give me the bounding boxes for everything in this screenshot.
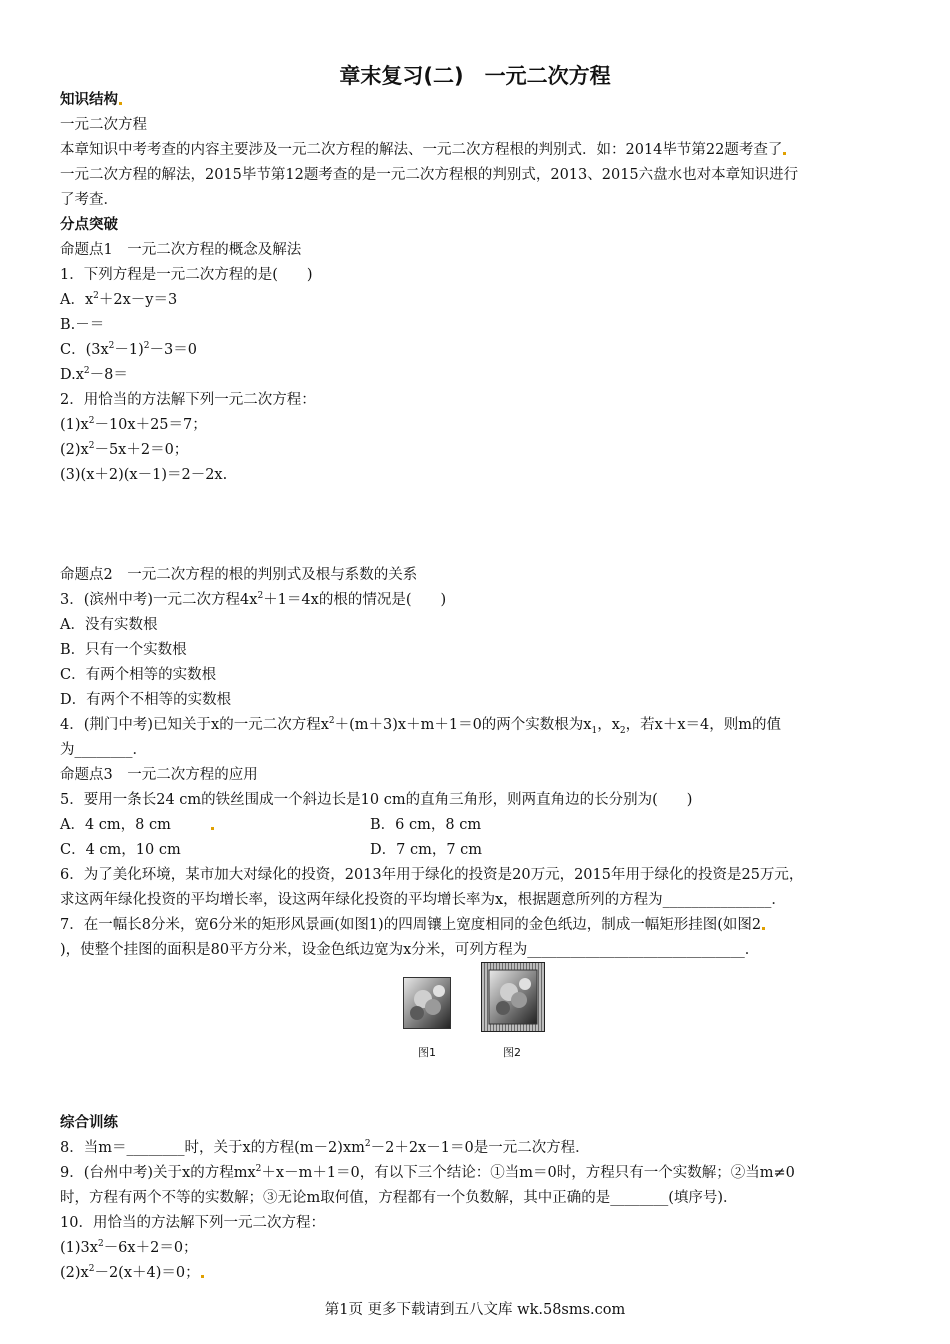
q2-part-3: (3)(x＋2)(x－1)＝2－2x. xyxy=(60,467,228,483)
intro-paragraph-line-2: 一元二次方程的解法，2015毕节第12题考查的是一元二次方程根的判别式，2013、2015六盘水也对本章知识进行 xyxy=(60,167,799,183)
question-9-line-2: 时，方程有两个不等的实数解；③无论m取何值，方程都有一个负数解，其中正确的是________(填序号)． xyxy=(60,1190,738,1206)
q3-option-c: C．有两个相等的实数根 xyxy=(60,667,217,683)
topic-2-heading: 命题点2 一元二次方程的根的判别式及根与系数的关系 xyxy=(60,567,418,583)
question-10: 10．用恰当的方法解下列一元二次方程： xyxy=(60,1215,325,1231)
question-6-line-1: 6．为了美化环境，某市加大对绿化的投资，2013年用于绿化的投资是20万元，2015年用于绿化的投资是25万元， xyxy=(60,867,804,883)
section-heading-structure: 知识结构 xyxy=(60,90,122,110)
figure-1-caption: 图1 xyxy=(418,1046,436,1059)
question-2: 2．用恰当的方法解下列一元二次方程： xyxy=(60,392,316,408)
page-title: 章末复习(二) 一元二次方程 xyxy=(339,64,611,88)
topic-1-heading: 命题点1 一元二次方程的概念及解法 xyxy=(60,242,302,258)
question-5: 5．要用一条长24 cm的铁丝围成一个斜边长是10 cm的直角三角形，则两直角边的长分别为( ) xyxy=(60,792,693,808)
intro-paragraph-line-1: 本章知识中考考查的内容主要涉及一元二次方程的解法、一元二次方程根的判别式．如：2014毕节第22题考查了 xyxy=(60,140,786,160)
q1-option-a: A．$x^2+2x-y=3$ xyxy=(60,291,178,308)
intro-paragraph-line-3: 了考查． xyxy=(60,192,118,208)
q1-option-b: B.－＝ xyxy=(60,317,105,333)
q10-part-2: $(2)x^2-2(x+4)=0$； xyxy=(60,1263,204,1283)
question-6-line-2: 求这两年绿化投资的平均增长率，设这两年绿化投资的平均增长率为x，根据题意所列的方程为_______________． xyxy=(60,892,786,908)
figure-1-painting xyxy=(403,977,451,1029)
q3-option-b: B．只有一个实数根 xyxy=(60,642,187,658)
q5-option-a: A．4 cm，8 cm xyxy=(60,815,214,835)
question-7-line-2: )，使整个挂图的面积是80平方分米，设金色纸边宽为x分米，可列方程为______________________________． xyxy=(60,942,760,958)
q2-part-1: $(1)x^2-10x+25=7$； xyxy=(60,416,207,433)
q3-option-d: D．有两个不相等的实数根 xyxy=(60,692,232,708)
page-footer: 第1页 更多下载请到五八文库 wk.58sms.com xyxy=(324,1302,626,1318)
q1-option-d: $D.x^2-8=$ xyxy=(60,366,128,383)
question-9-line-1: 9．(台州中考)关于x的方程$mx^2+x-m+1=0$，有以下三个结论：①当m＝0时，方程只有一个实数解；②当m≠0 xyxy=(60,1164,795,1181)
question-4: 4．(荆门中考)已知关于x的一元二次方程$x^2+(m+3)x+m+1=0$的两个实数根为$x_1$，$x_2$，若x＋x＝4，则m的值 xyxy=(60,716,781,736)
q5-option-b: B．6 cm，8 cm xyxy=(370,817,482,833)
section-heading-comprehensive: 综合训练 xyxy=(60,1115,118,1131)
section-heading-breakthrough: 分点突破 xyxy=(60,217,118,233)
q5-option-c: C．4 cm，10 cm xyxy=(60,842,181,858)
q1-option-c: C．$(3x^2-1)^2-3=0$ xyxy=(60,341,197,358)
q5-option-d: D．7 cm，7 cm xyxy=(370,842,483,858)
question-3: 3．(滨州中考)一元二次方程$4x^2+1=4x$的根的情况是( ) xyxy=(60,591,447,608)
question-8: 8．当m＝________时，关于x的方程$(m-2)xm^2-2+2x-1=0$是一元二次方程． xyxy=(60,1139,590,1156)
figure-2-framed-painting xyxy=(481,962,545,1032)
question-7-line-1: 7．在一幅长8分米，宽6分米的矩形风景画(如图1)的四周镶上宽度相同的金色纸边，制成一幅矩形挂图(如图2 xyxy=(60,915,765,935)
q2-part-2: $(2)x^2-5x+2=0$； xyxy=(60,441,189,458)
figure-2-caption: 图2 xyxy=(503,1046,521,1059)
structure-text: 一元二次方程 xyxy=(60,117,147,133)
q10-part-1: $(1)3x^2-6x+2=0$； xyxy=(60,1239,198,1256)
topic-3-heading: 命题点3 一元二次方程的应用 xyxy=(60,767,258,783)
question-4-line-2: 为________． xyxy=(60,742,147,758)
q3-option-a: A．没有实数根 xyxy=(60,617,158,633)
question-1: 1．下列方程是一元二次方程的是( ) xyxy=(60,267,313,283)
